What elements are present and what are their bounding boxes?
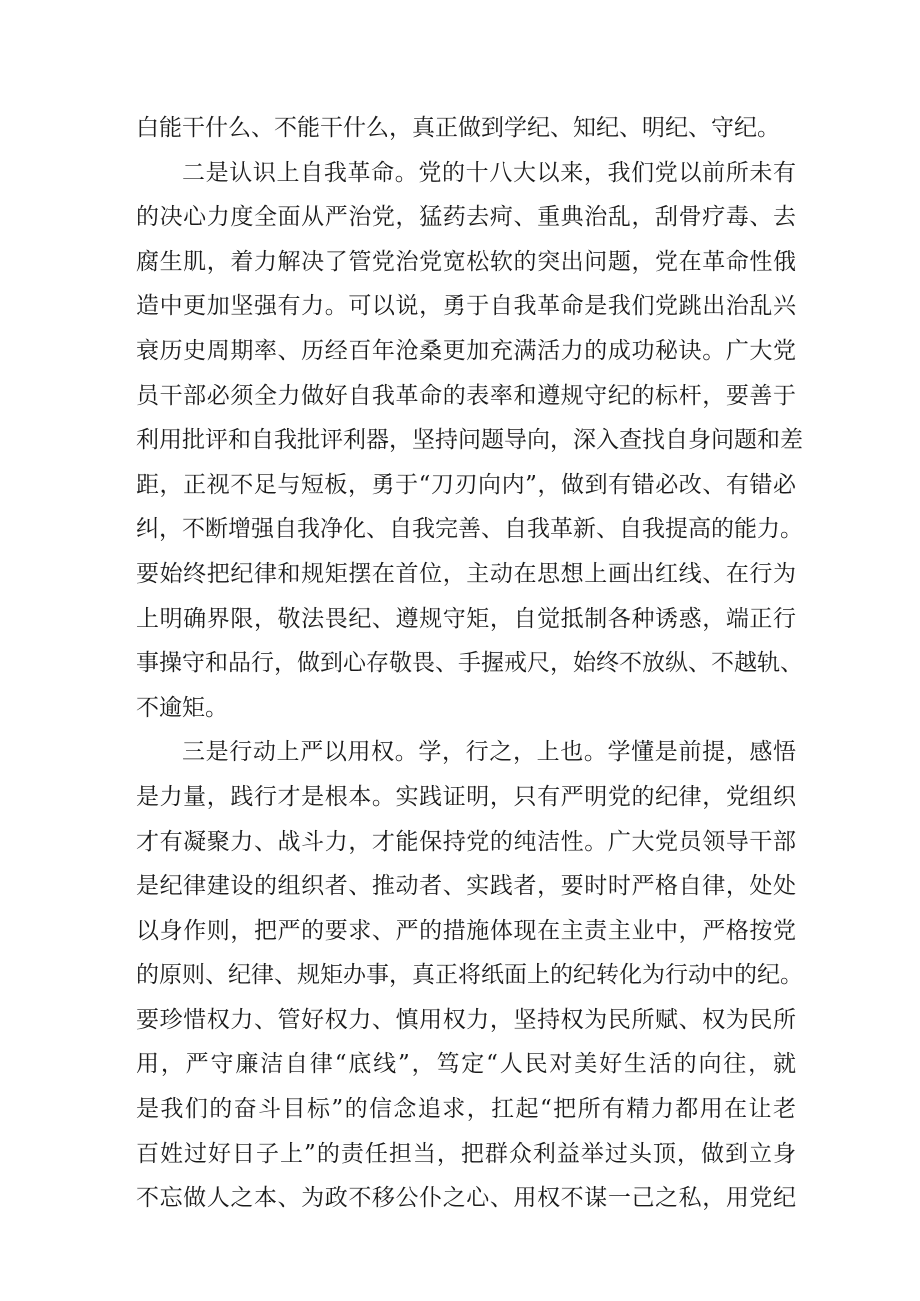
text-line: 腐生肌，着力解决了管党治党宽松软的突出问题，党在革命性俄 (136, 248, 796, 275)
text-line: 才有凝聚力、战斗力，才能保持党的纯洁性。广大党员领导干部 (136, 828, 796, 855)
text-line: 纠，不断增强自我净化、自我完善、自我革新、自我提高的能力。 (136, 516, 803, 543)
text-line: 上明确界限，敬法畏纪、遵规守矩，自觉抵制各种诱惑，端正行 (136, 605, 796, 632)
text-line: 要始终把纪律和规矩摆在首位，主动在思想上画出红线、在行为 (136, 560, 796, 587)
text-line: 百姓过好日子上”的责任担当，把群众利益举过头顶，做到立身 (136, 1140, 796, 1167)
text-line: 造中更加坚强有力。可以说，勇于自我革命是我们党跳出治乱兴 (136, 293, 796, 320)
text-line: 是我们的奋斗目标”的信念追求，扛起“把所有精力都用在让老 (136, 1096, 796, 1123)
text-line: 要珍惜权力、管好权力、慎用权力，坚持权为民所赋、权为民所 (136, 1006, 796, 1033)
text-line: 不逾矩。 (136, 694, 228, 721)
text-line: 的原则、纪律、规矩办事，真正将纸面上的纪转化为行动中的纪。 (136, 962, 803, 989)
text-line: 是纪律建设的组织者、推动者、实践者，要时时严格自律，处处 (136, 873, 796, 900)
text-line: 用，严守廉洁自律“底线”，笃定“人民对美好生活的向往，就 (136, 1051, 796, 1078)
text-line: 员干部必须全力做好自我革命的表率和遵规守纪的标杆，要善于 (136, 382, 796, 409)
text-line: 衰历史周期率、历经百年沧桑更加充满活力的成功秘诀。广大党 (136, 337, 796, 364)
text-line: 是力量，践行才是根本。实践证明，只有严明党的纪律，党组织 (136, 783, 796, 810)
paragraph-first-line: 三是行动上严以用权。学，行之，上也。学懂是前提，感悟 (182, 739, 796, 766)
paragraph-first-line: 二是认识上自我革命。党的十八大以来，我们党以前所未有 (182, 159, 796, 186)
text-line: 白能干什么、不能干什么，真正做到学纪、知纪、明纪、守纪。 (136, 115, 780, 141)
text-line: 事操守和品行，做到心存敬畏、手握戒尺，始终不放纵、不越轨、 (136, 650, 803, 677)
text-line: 以身作则，把严的要求、严的措施体现在主责主业中，严格按党 (136, 917, 796, 944)
body-text (136, 106, 803, 1221)
text-line: 距，正视不足与短板，勇于“刀刃向内”，做到有错必改、有错必 (136, 471, 796, 498)
text-line: 利用批评和自我批评利器，坚持问题导向，深入查找自身问题和差 (136, 427, 803, 454)
text-line: 不忘做人之本、为政不移公仆之心、用权不谋一己之私，用党纪 (136, 1185, 796, 1212)
text-line: 的决心力度全面从严治党，猛药去疴、重典治乱，刮骨疗毒、去 (136, 204, 796, 231)
